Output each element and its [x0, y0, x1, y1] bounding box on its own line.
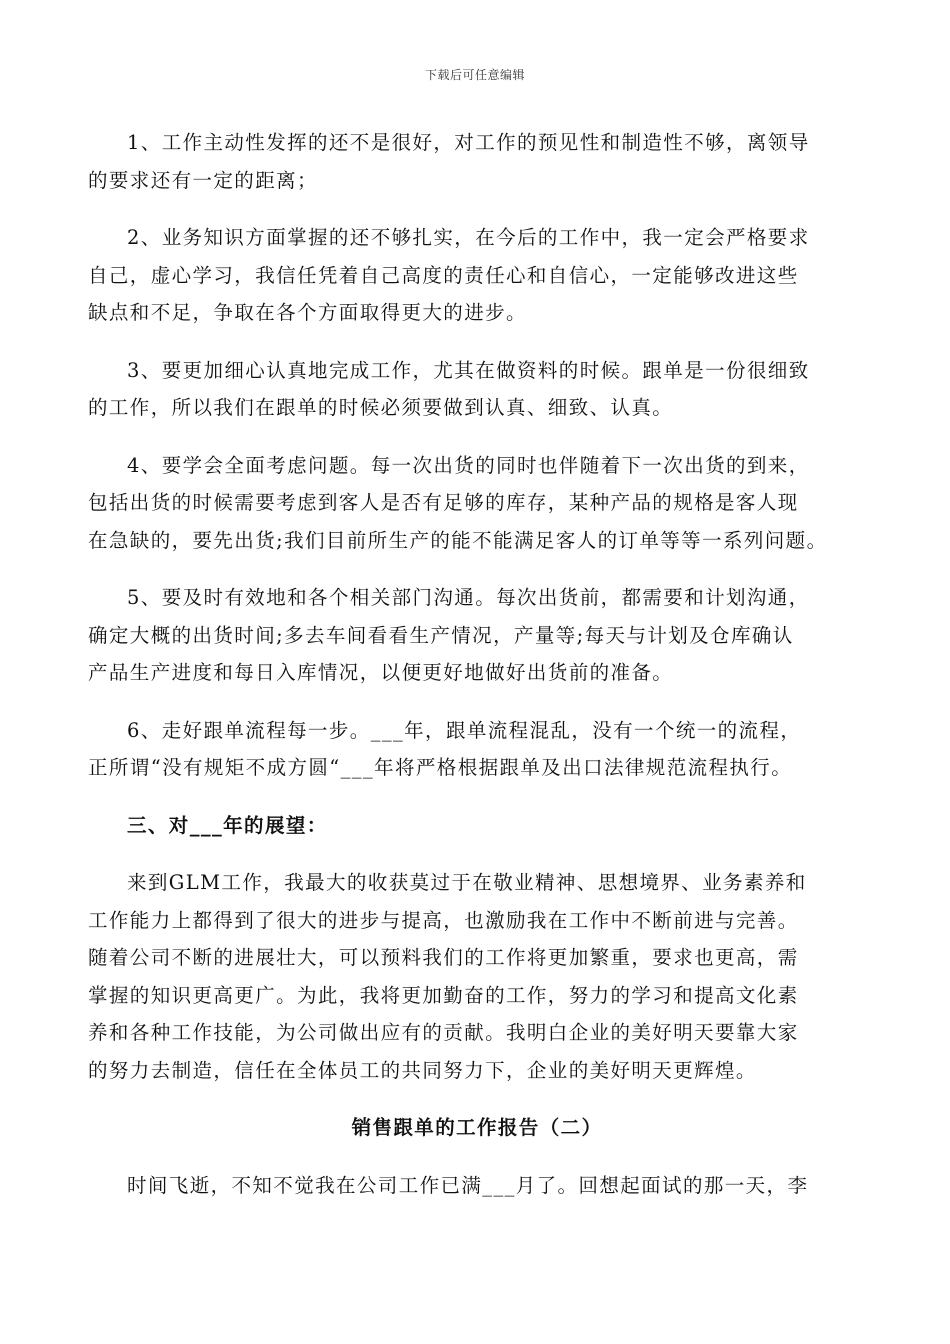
list-item-3-line-1: 3、要更加细心认真地完成工作，尤其在做资料的时候。跟单是一份很细致 [127, 358, 810, 382]
list-item-6-line-2: 正所谓“没有规矩不成方圆“___年将严格根据跟单及出口法律规范流程执行。 [88, 756, 793, 779]
list-item-2-line-3: 缺点和不足，争取在各个方面取得更大的进步。 [88, 301, 527, 324]
list-item-1 [88, 124, 866, 199]
list-item-4-line-2: 包括出货的时候需要考虑到客人是否有足够的库存，某种产品的规格是客人现 [88, 491, 799, 514]
list-item-1-line-2: 的要求还有一定的距离； [88, 168, 318, 192]
document-body [88, 124, 866, 1224]
list-item-3-line-2: 的工作，所以我们在跟单的时候必须要做到认真、细致、认真。 [88, 396, 674, 419]
list-item-4-line-3: 在急缺的，要先出货;我们目前所生产的能不能满足客人的订单等等一系列问题。 [88, 528, 828, 552]
list-item-2 [88, 219, 866, 332]
list-item-2-line-2: 自己，虚心学习，我信任凭着自己高度的责任心和自信心，一定能够改进这些 [88, 263, 799, 287]
list-item-4 [88, 447, 866, 560]
outlook-line-4: 掌握的知识更高更广。为此，我将更加勤奋的工作，努力的学习和提高文化素 [88, 983, 799, 1007]
report-intro-line-1: 时间飞逝，不知不觉我在公司工作已满___月了。回想起面试的那一天，李 [127, 1173, 809, 1197]
page-header: 下载后可任意编辑 [424, 68, 525, 82]
list-item-1-line-1: 1、工作主动性发挥的还不是很好，对工作的预见性和制造性不够，离领导 [127, 131, 810, 154]
list-item-6-line-1: 6、走好跟单流程每一步。___年，跟单流程混乱，没有一个统一的流程， [127, 718, 802, 742]
outlook-line-2: 工作能力上都得到了很大的进步与提高，也激励我在工作中不断前进与完善。 [88, 908, 799, 932]
list-item-3 [88, 352, 866, 427]
outlook-line-1: 来到GLM工作，我最大的收获莫过于在敬业精神、思想境界、业务素养和 [127, 871, 807, 894]
list-item-5-line-3: 产品生产进度和每日入库情况，以便更好地做好出货前的准备。 [88, 661, 674, 684]
outlook-line-6: 的努力去制造，信任在全体员工的共同努力下，企业的美好明天更辉煌。 [88, 1058, 757, 1082]
section-heading-outlook: 三、对___年的展望： [127, 813, 328, 837]
report-intro-paragraph [88, 1167, 866, 1205]
report-title: 销售跟单的工作报告（二） [351, 1116, 603, 1139]
outlook-paragraph [88, 864, 866, 1089]
list-item-6 [88, 712, 866, 787]
outlook-line-5: 养和各种工作技能，为公司做出应有的贡献。我明白企业的美好明天要靠大家 [88, 1021, 799, 1044]
list-item-4-line-1: 4、要学会全面考虑问题。每一次出货的同时也伴随着下一次出货的到来， [127, 453, 810, 477]
list-item-2-line-1: 2、业务知识方面掌握的还不够扎实，在今后的工作中，我一定会严格要求 [127, 226, 810, 249]
list-item-5 [88, 579, 866, 692]
list-item-5-line-1: 5、要及时有效地和各个相关部门沟通。每次出货前，都需要和计划沟通， [127, 586, 810, 609]
outlook-line-3: 随着公司不断的进展壮大，可以预料我们的工作将更加繁重，要求也更高，需 [88, 946, 799, 969]
list-item-5-line-2: 确定大概的出货时间;多去车间看看生产情况，产量等;每天与计划及仓库确认 [88, 623, 794, 647]
